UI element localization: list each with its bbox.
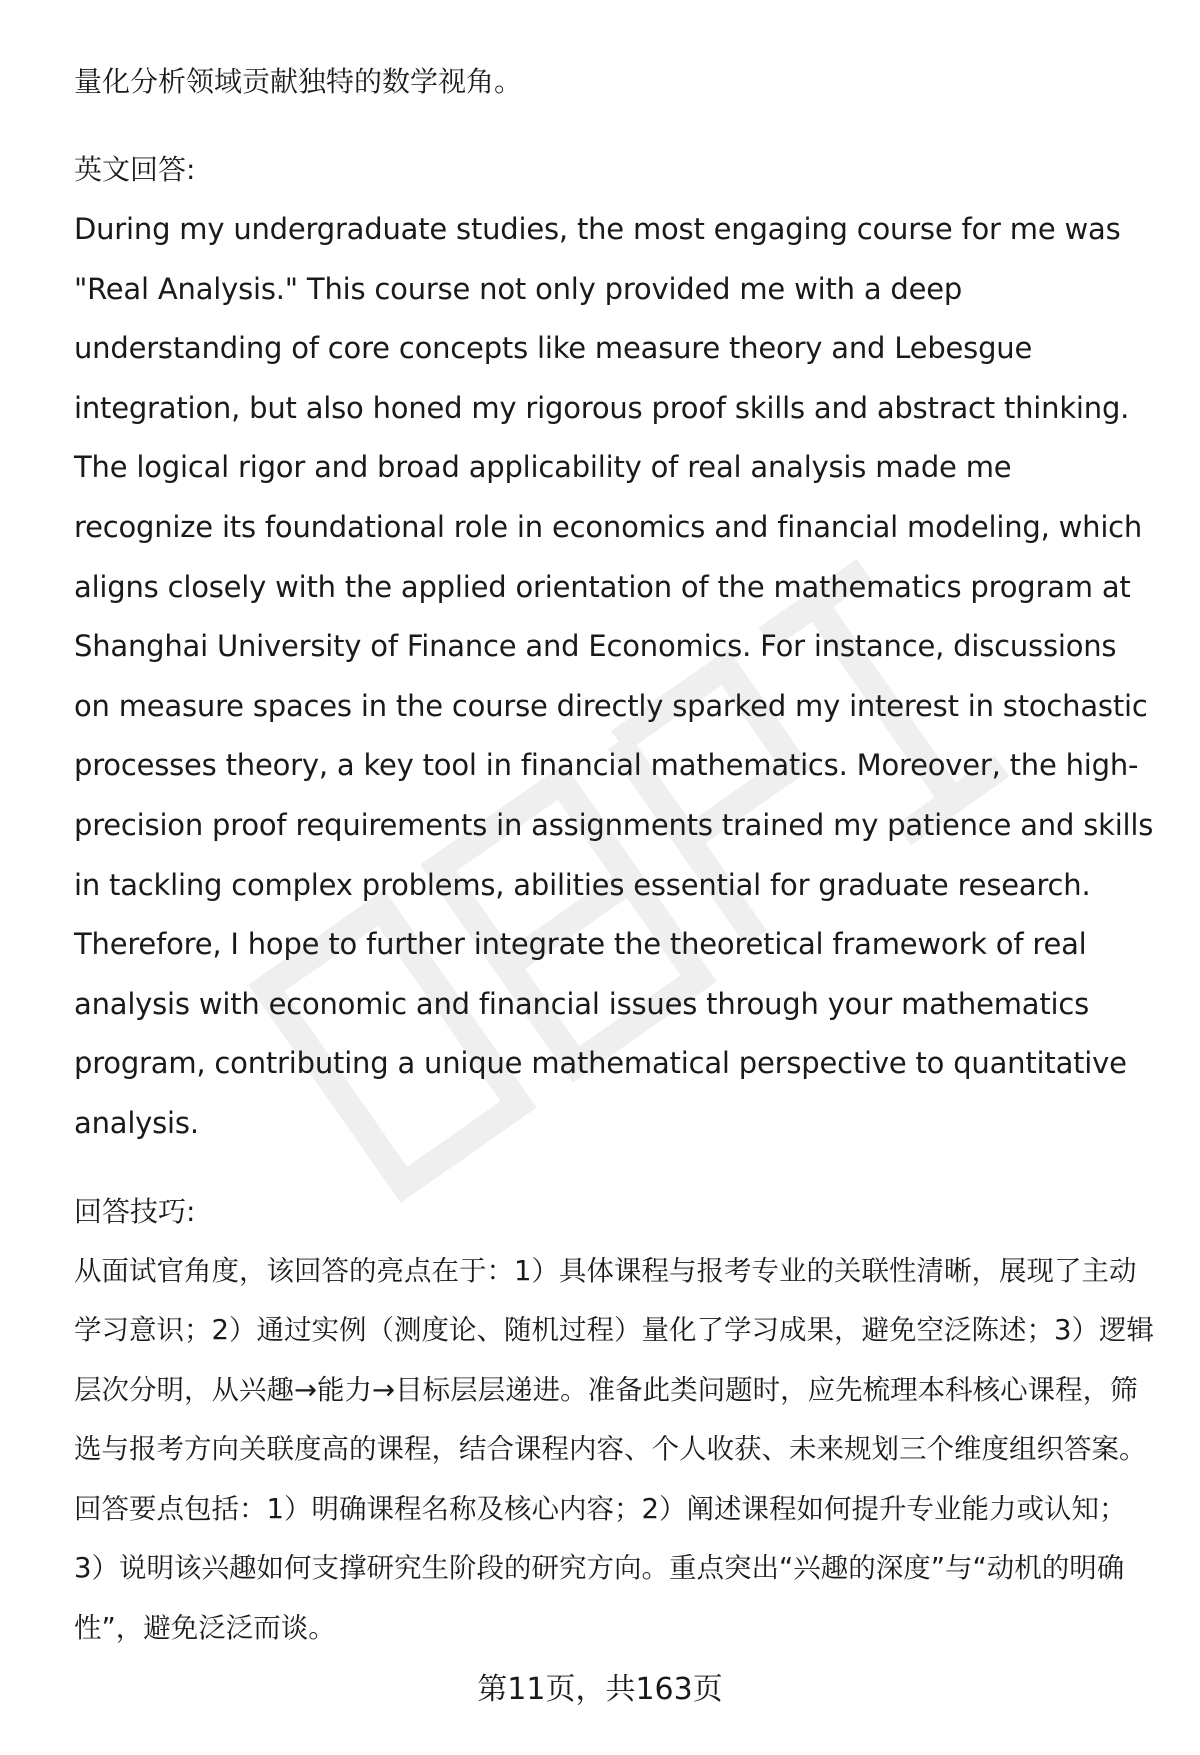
tips-text: 从面试官角度，该回答的亮点在于：1）具体课程与报考专业的关联性清晰，展现了主动学习意识；2）通过实例（测度论、随机过程）量化了学习成果，避免空泛陈述；3）逻辑层次分明，从兴趣→能力→目标层层递进。准备此类问题时，应先梳理本科核心课程，筛选与报考方向关联度高的课程，结合课程内容、个人收获、未来规划三个维度组织答案。回答要点包括：1）明确课程名称及核心内容；2）阐述课程如何提升专业能力或认知；3）说明该兴趣如何支撑研究生阶段的研究方向。重点突出“兴趣的深度”与“动机的明确性”，避免泛泛而谈。 <box>74 1254 1154 1645</box>
lead-line: 量化分析领域贡献独特的数学视角。 <box>74 65 523 98</box>
document-body <box>74 52 1154 1659</box>
tips-label: 回答技巧: <box>74 1194 196 1228</box>
page-number: 第11页，共163页 <box>477 1672 723 1707</box>
english-answer-text: During my undergraduate studies, the most engaging course for me was "Real Analysis." This course not only provided me with a deep understanding of core concepts like measure theory and Lebesgue integration, but also honed my rigorous proof skills and abstract thinking. The logical rigor and broad applicability of real analysis made me recognize its foundational role in economics and financial modeling, which aligns closely with the applied orientation of the mathematics program at Shanghai University of Finance and Economics. For instance, discussions on measure spaces in the course directly sparked my interest in stochastic processes theory, a key tool in financial mathematics. Moreover, the high-precision proof requirements in assignments trained my patience and skills in tackling complex problems, abilities essential for graduate research. Therefore, I hope to further integrate the theoretical framework of real analysis with economic and financial issues through your mathematics program, contributing a unique mathematical perspective to quantitative analysis. <box>74 212 1154 1140</box>
english-answer-label: 英文回答: <box>74 153 196 186</box>
